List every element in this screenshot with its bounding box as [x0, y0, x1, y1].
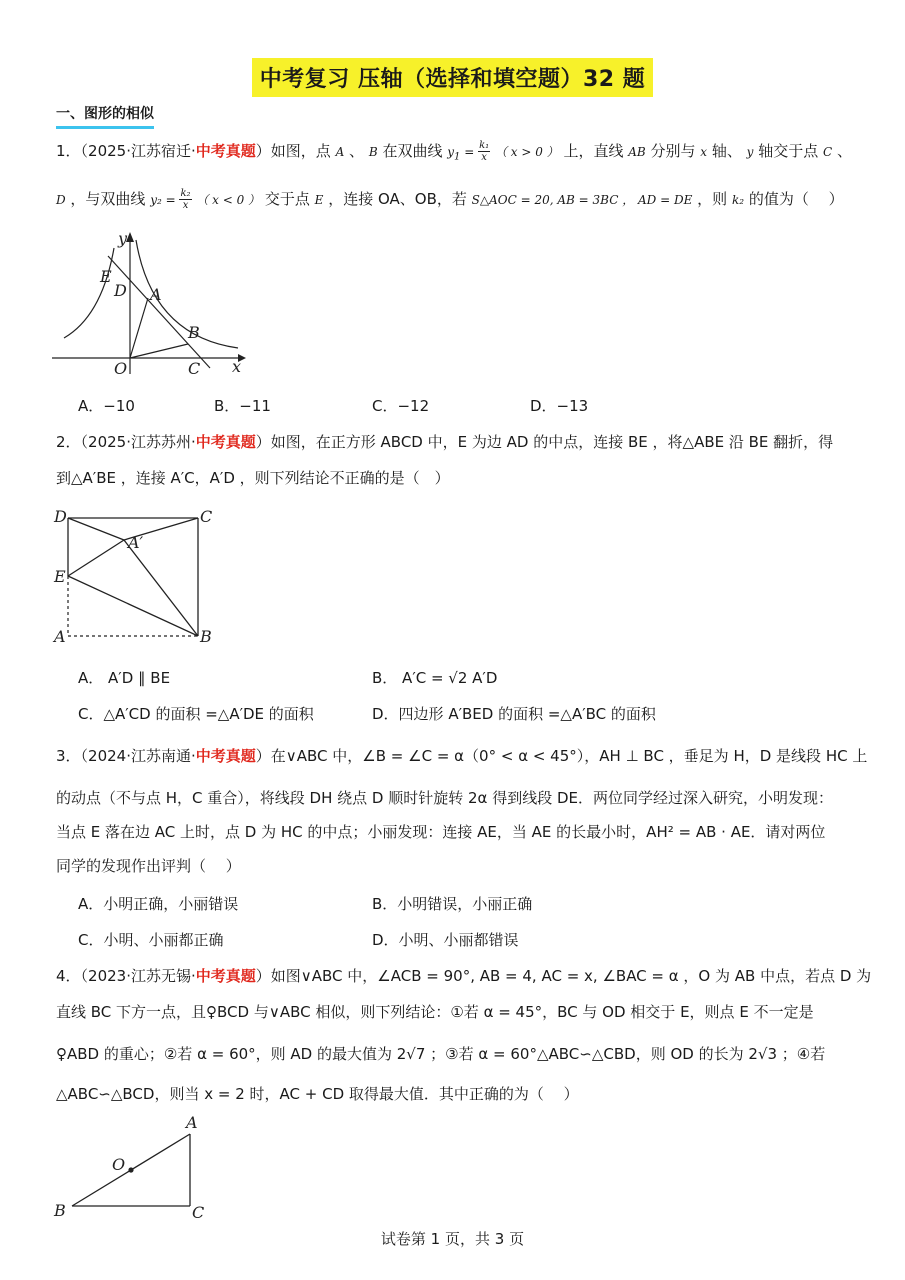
q1-cond1: （ x > 0 ）	[494, 145, 559, 159]
q1-line1	[56, 140, 852, 167]
q1-label-o: O	[114, 359, 128, 378]
q1-math-e: E	[314, 193, 324, 207]
q2-label-b: B	[200, 627, 212, 646]
q4-label-c: C	[192, 1203, 205, 1222]
q1-y2: y₂ =	[150, 193, 180, 207]
q1-frac1	[478, 140, 490, 163]
q2-label-a1: A′	[128, 533, 144, 552]
q4-point-o	[128, 1167, 133, 1172]
page-footer: 试卷第 1 页，共 3 页	[380, 1230, 525, 1248]
q1-math-k2: k₂	[731, 193, 745, 207]
q3-option-d[interactable]: D．小明、小丽都错误	[372, 931, 519, 949]
q2-text: ）如图，在正方形 ABCD 中，E 为边 AD 的中点，连接 BE ，将△ABE 沿 BE 翻折，得	[255, 433, 834, 451]
page-title: 中考复习 压轴（选择和填空题）32 题	[252, 58, 653, 97]
q1-seg-ob	[130, 344, 188, 358]
q1-tag: 中考真题	[195, 142, 256, 160]
q2-line1	[56, 432, 833, 452]
q3-text: ）在∨ABC 中，∠B = ∠C = α（0° < α < 45°），AH ⊥ BC ，垂足为 H，D 是线段 HC 上	[255, 747, 868, 765]
q2-label-a: A	[54, 627, 66, 646]
q1-math-b: B	[368, 145, 378, 159]
q2-tag: 中考真题	[195, 433, 256, 451]
q1-label-c: C	[188, 359, 201, 378]
q2-label-e: E	[54, 567, 66, 586]
q1-comma-2: 、	[836, 142, 852, 160]
q1-y-arrow-icon	[126, 232, 134, 242]
q1-line2	[56, 188, 844, 211]
q2-line2: 到△A′BE ，连接 A′C，A′D ，则下列结论不正确的是（ ）	[56, 469, 450, 487]
q1-text-connect: ，连接 OA、OB，若	[328, 190, 467, 208]
q4-line2: 直线 BC 下方一点，且♀BCD 与∨ABC 相似，则下列结论：①若 α = 45°，BC 与 OD 相交于 E，则点 E 不一定是	[56, 1003, 814, 1021]
q1-curve-left	[64, 248, 114, 338]
q1-frac2-num: k₂	[180, 188, 191, 199]
q1-label-b: B	[188, 323, 200, 342]
q1-frac1-den: x	[481, 152, 487, 163]
q2-option-c[interactable]: C．△A′CD 的面积 =△A′DE 的面积	[78, 705, 314, 723]
title-wrap	[0, 58, 905, 97]
q2-label-c: C	[200, 507, 213, 526]
q4-line1	[56, 966, 871, 986]
q3-option-c[interactable]: C．小明、小丽都正确	[78, 931, 224, 949]
q1-label-y: y	[118, 229, 128, 248]
q1-figure	[52, 226, 252, 386]
q4-prefix: 4．（2023·江苏无锡·	[56, 967, 196, 985]
q1-label-a: A	[150, 285, 162, 304]
q1-math-ab: AB	[628, 145, 646, 159]
q4-label-o: O	[112, 1155, 126, 1174]
q2-option-d[interactable]: D．四边形 A′BED 的面积 =△A′BC 的面积	[372, 705, 656, 723]
q1-label-x: x	[232, 357, 242, 376]
q4-tag: 中考真题	[195, 967, 256, 985]
q3-line3: 当点 E 落在边 AC 上时，点 D 为 HC 的中点；小丽发现：连接 AE，当 AE 的长最小时，AH² = AB · AE．请对两位	[56, 823, 826, 841]
q4-label-b: B	[54, 1201, 66, 1220]
q1-text-axis: 轴、	[711, 142, 742, 160]
q2-seg-ea1	[68, 540, 124, 576]
q1-frac2	[179, 188, 191, 211]
q1-math-a: A	[335, 145, 345, 159]
q2-seg-a1b	[124, 540, 198, 636]
q4-text: ）如图∨ABC 中，∠ACB = 90°, AB = 4, AC = x, ∠BAC = α ，O 为 AB 中点，若点 D 为	[255, 967, 872, 985]
q1-text-hyper2: ，与双曲线	[70, 190, 146, 208]
q1-option-a[interactable]: A．−10	[78, 397, 135, 415]
q1-prefix: 1．（2025·江苏宿迁·	[56, 142, 196, 160]
q1-frac1-num: k₁	[479, 140, 490, 151]
q4-line4: △ABC∽△BCD，则当 x = 2 时，AC + CD 取得最大值．其中正确的为（ ）	[56, 1085, 579, 1103]
q3-tag: 中考真题	[195, 747, 256, 765]
q1-text-line: 上，直线	[563, 142, 624, 160]
section-heading: 一、图形的相似	[56, 103, 154, 129]
q1-comma: 、	[349, 142, 365, 160]
q1-seg-oa	[130, 298, 148, 358]
q1-label-e: E	[100, 267, 112, 286]
q1-text-intersect: 轴交于点	[758, 142, 819, 160]
q1-cond3: S△AOC = 20, AB = 3BC ， AD = DE	[471, 193, 693, 207]
q1-y-axis: y	[746, 145, 754, 159]
q2-seg-da1	[68, 518, 124, 540]
q1-cond2: （ x < 0 ）	[196, 193, 261, 207]
q1-option-c[interactable]: C．−12	[372, 397, 430, 415]
q1-text: ）如图，点	[255, 142, 331, 160]
q4-figure	[50, 1112, 220, 1224]
q1-frac2-den: x	[182, 200, 189, 211]
q1-y1-var: y	[447, 145, 455, 159]
q3-prefix: 3．（2024·江苏南通·	[56, 747, 196, 765]
q1-option-d[interactable]: D．−13	[530, 397, 589, 415]
q1-math-d: D	[56, 193, 66, 207]
q1-y1-sub: 1	[454, 151, 461, 163]
q1-text-then: ，则	[697, 190, 728, 208]
q2-seg-eb	[68, 576, 198, 636]
q1-eq: =	[460, 145, 479, 159]
q1-x-axis: x	[700, 145, 708, 159]
q3-line4: 同学的发现作出评判（ ）	[56, 857, 241, 875]
q3-line1	[56, 746, 867, 766]
q2-label-d: D	[54, 507, 67, 526]
q1-text-value: 的值为（ ）	[748, 190, 844, 208]
q3-line2: 的动点（不与点 H，C 重合），将线段 DH 绕点 D 顺时针旋转 2α 得到线段 DE．两位同学经过深入研究，小明发现：	[56, 789, 834, 807]
q4-line3: ♀ABD 的重心；②若 α = 60°，则 AD 的最大值为 2√7 ；③若 α = 60°△ABC∽△CBD，则 OD 的长为 2√3 ；④若	[56, 1045, 826, 1063]
q3-option-a[interactable]: A．小明正确，小丽错误	[78, 895, 239, 913]
q2-option-b[interactable]: B． A′C = √2 A′D	[372, 669, 498, 687]
q1-option-b[interactable]: B．−11	[214, 397, 271, 415]
q1-y1	[447, 145, 479, 163]
q2-prefix: 2．（2025·江苏苏州·	[56, 433, 196, 451]
q2-option-a[interactable]: A． A′D ∥ BE	[78, 669, 171, 687]
q1-math-c: C	[823, 145, 833, 159]
q3-option-b[interactable]: B．小明错误，小丽正确	[372, 895, 533, 913]
q1-text-point: 交于点	[264, 190, 310, 208]
q1-text-meet: 分别与	[650, 142, 696, 160]
q1-label-d: D	[114, 281, 127, 300]
q2-figure	[52, 504, 222, 650]
q1-text-hyperbola: 在双曲线	[382, 142, 443, 160]
q4-label-a: A	[186, 1113, 198, 1132]
